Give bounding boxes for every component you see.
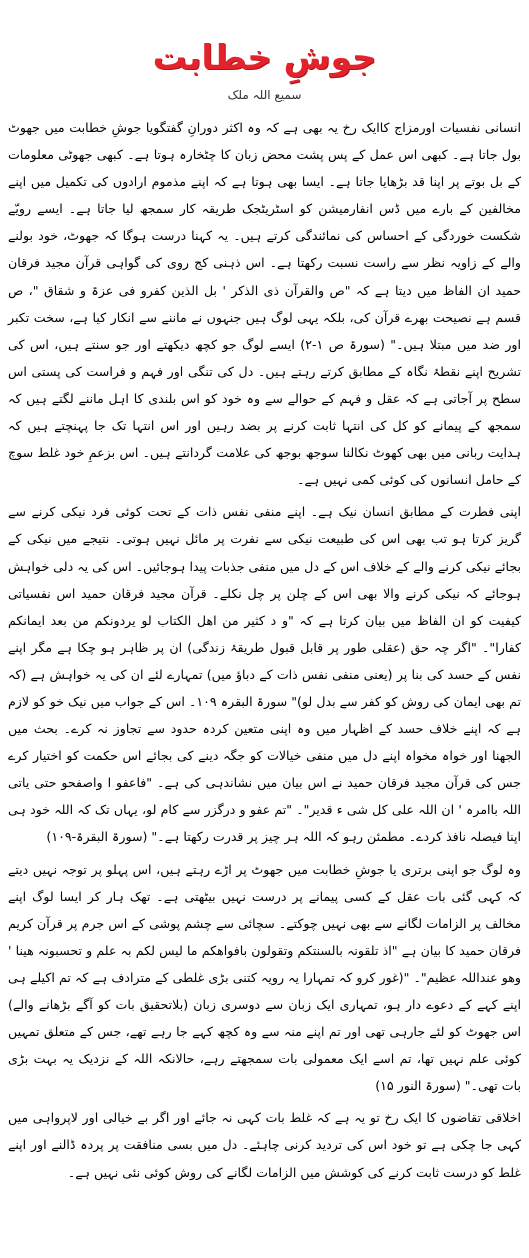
article-paragraph-3: وہ لوگ جو اپنی برتری یا جوشِ خطابت میں جھوٹ پر اڑے رہتے ہیں، اس پہلو پر توجہ نہیں دیتے کہ کہی گئی بات عقل کے کسی پیمانے پر درست نہیں بیٹھتی ہے۔ تھک ہار کر ایسا لوگ اپنے مخالف پر الزامات لگانے سے بھی نہیں چوکتے۔ سچائی سے چشم پوشی کے اس جرم پر قرآن کریم فرقان حمید کا بیان ہے "اذ تلقونہ بالسنتکم وتقولون بافواھکم ما لیس لکم بہ علم و تحسبونہ ھینا ' وھو عنداللہ عظیم"۔ "(غور کرو کہ تمہارا یہ رویہ کتنی بڑی غلطی کے مترادف ہے کہ تم اکیلے ہی اپنے کہے کے دعوے دار ہو، تمہاری ایک زبان سے دوسری زبان (بلاتحقیق بات کو آگے بڑھانے والے) اس جھوٹ کو لئے جارہی تھی اور تم اپنے منہ سے وہ کچھ کہے جا رہے تھے، جس کے متعلق تمہیں کوئی علم نہیں تھا، تم اسے ایک معمولی بات سمجھتے رہے، حالانکہ اللہ کے نزدیک یہ بہت بڑی بات تھی۔" (سورۃ النور ۱۵)	[8, 861, 521, 1094]
article-paragraph-4: اخلاقی تقاضوں کا ایک رخ تو یہ ہے کہ غلط بات کہی نہ جائے اور اگر بے خیالی اور لاپرواہی میں کہی جا چکی ہے تو خود اس کی تردید کرنی چاہئے۔ دل میں بسی منافقت پر پردہ ڈالنے اور اپنے غلط کو درست ثابت کرنے کی کوشش میں الزامات لگانے کی روش کوئی نئی نہیں ہے۔	[8, 1110, 521, 1180]
article-title: جوشِ خطابت	[152, 38, 377, 78]
author-byline: سمیع اللہ ملک	[227, 88, 302, 102]
article-body	[8, 114, 521, 1186]
article-paragraph-1: انسانی نفسیات اورمزاج کاایک رخ یہ بھی ہے کہ وہ اکثر دورانِ گفتگویا جوشِ خطابت میں جھوٹ بول جاتا ہے۔ کبھی اس عمل کے پس پشت محض زبان کا چٹخارہ ہوتا ہے۔ کبھی جھوٹی معلومات کے بل بوتے پر اپنا قد بڑھایا جاتا ہے۔ ایسا بھی ہوتا ہے کہ اپنے مذموم ارادوں کی تکمیل میں اپنے مخالفین کے بارے میں ڈس انفارمیشن کو اسٹریٹجک طریقہ کار سمجھ لیا جاتا ہے۔ ایسے رویّے شکست خوردگی کے احساس کی نمائندگی کرتے ہیں۔ یہ کہنا درست ہوگا کہ جھوٹ، خود بولنے والے کے زاویہ نظر سے راست نسبت رکھتا ہے۔ اس ذہنی کج روی کی گواہی قرآن مجید فرقان حمید ان الفاظ میں دیتا ہے کہ "ص والقرآن ذی الذکر ' بل الذین کفرو فی عزۃ و شقاق "، ص قسم ہے نصیحت بھرے قرآن کی، بلکہ یہی لوگ ہیں جنہوں نے ماننے سے انکار کیا ہے، سخت تکبر اور ضد میں مبتلا ہیں۔" (سورۃ ص ۱-۲) ایسے لوگ جو کچھ دیکھتے اور جو سنتے ہیں، اس کی تشریح اپنے نقطۂ نگاہ کے مطابق کرتے رہتے ہیں۔ دل کی تنگی اور فہم و فراست کی پستی اس سطح پر آجاتی ہے کہ عقل و فہم کے حوالے سے وہ خود کو اس بلندی کا اہل ماننے لگتے ہیں کہ سمجھ کے پیمانے کو کل کی انتہا ثابت کرنے پر بضد رہیں اور اس انتہا تک جا پہنچتے ہیں کہ ہدایت ربانی میں بھی کھوٹ نکالنا سوجھ بوجھ کی علامت گردانتے ہیں۔ اس بزعمِ خود غلط سوچ کے حامل انسانوں کی کوئی کمی نہیں ہے۔	[8, 120, 522, 488]
article-paragraph-2: اپنی فطرت کے مطابق انسان نیک ہے۔ اپنے منفی نفس ذات کے تحت کوئی فرد نیکی کرنے سے گریز کرتا ہو تب بھی اس کی طبیعت نیکی سے نفرت پر مائل نہیں ہوتی۔ نتیجے میں نیکی کے بجائے نیکی کرنے والے کے خلاف اس کے دل میں منفی جذبات پیدا ہوجائیں۔ اس کی یہ دلی خواہش ہوجائے کہ نیکی کرنے والا بھی اس کے چلن پر چل نکلے۔ قرآن مجید فرقان حمید اس نفسیاتی کیفیت کو ان الفاظ میں بیان کرتا ہے کہ "و د کثیر من اھل الکتاب لو یردونکم من بعد ایمانکم کفارا"۔ "اگر چہ حق (عقلی طور پر قابل قبول طریقۂ زندگی) ان پر ظاہر ہو چکا ہے مگر اپنے نفس کے حسد کی بنا پر (یعنی منفی نفس ذات کے دباؤ میں) تمہارے لئے ان کی یہ خواہش ہے (کہ تم بھی ایمان کی روش کو کفر سے بدل لو)" سورۃ البقرہ ۱۰۹۔ اس کے جواب میں نیک خو کو لازم ہے کہ اپنے خلاف حسد کے اظہار میں وہ اپنی متعین کردہ حدود سے تجاوز نہ کرے۔ بحث میں الجھنا اور خواہ مخواہ اپنے دل میں منفی خیالات کو جگہ دینے کی بجائے اس حکمت کو اختیار کرے جس کی قرآن مجید فرقان حمید نے اس بیان میں نشاندہی کی ہے۔ "فاعفو ا واصفحو حتی یاتی اللہ باامرہ ' ان اللہ علی کل شی ء قدیر"۔ "تم عفو و درگزر سے کام لو، یہاں تک کہ اللہ خود ہی اپنا فیصلہ نافذ کردے۔ مطمئن رہو کہ اللہ ہر چیز پر قدرت رکھتا ہے۔" (سورۃ البقرۃ-۱۰۹)	[8, 504, 521, 845]
